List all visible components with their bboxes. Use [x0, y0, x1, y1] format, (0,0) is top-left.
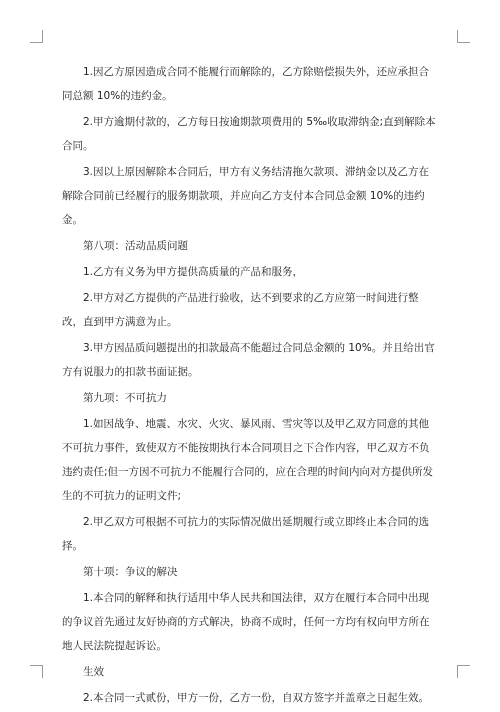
- clause-force-majeure-1: 1.如因战争、地震、水灾、火灾、暴风雨、雪灾等以及甲乙双方同意的其他不可抗力事件，致使双方不能按期执行本合同项目之下合作内容，甲乙双方不负违约责任;但一方因不可抗力不能履行合同的，应在合理的时间内向对方提供所发生的不可抗力的证明文件;: [62, 418, 434, 502]
- clause-penalty-3: 3.因以上原因解除本合同后，甲方有义务结清拖欠款项、滞纳金以及乙方在解除合同前已经履行的服务期款项，并应向乙方支付本合同总金额 10%的违约金。: [62, 166, 430, 226]
- crop-mark-bottom-right: [457, 665, 470, 678]
- clause-penalty-2: 2.甲方逾期付款的，乙方每日按逾期款项费用的 5‰收取滞纳金;直到解除本合同。: [62, 116, 436, 152]
- section-heading-10: 第十项：争议的解决: [83, 566, 178, 578]
- crop-mark-top-left: [30, 30, 43, 43]
- document-body: [62, 60, 438, 712]
- section-heading-effective: 生效: [83, 666, 104, 678]
- section-heading-9: 第九项：不可抗力: [83, 392, 167, 404]
- clause-dispute-1: 1.本合同的解释和执行适用中华人民共和国法律，双方在履行本合同中出现的争议首先通过友好协商的方式解决，协商不成时，任何一方均有权向甲方所在地人民法院提起诉讼。: [62, 592, 430, 652]
- clause-quality-3: 3.甲方因品质问题提出的扣款最高不能超过合同总金额的 10%。并且给出官方有说服力的扣款书面证据。: [62, 342, 435, 378]
- crop-mark-bottom-left: [30, 665, 43, 678]
- section-heading-8: 第八项：活动品质问题: [83, 240, 188, 252]
- clause-force-majeure-2: 2.甲乙双方可根据不可抗力的实际情况做出延期履行或立即终止本合同的选择。: [62, 516, 430, 552]
- clause-effective-2: 2.本合同一式贰份，甲方一份，乙方一份，自双方签字并盖章之日起生效。: [83, 692, 430, 704]
- clause-quality-1: 1.乙方有义务为甲方提供高质量的产品和服务，: [83, 266, 304, 278]
- clause-penalty-1: 1.因乙方原因造成合同不能履行而解除的，乙方除赔偿损失外，还应承担合同总额 10%的违约金。: [62, 66, 430, 102]
- clause-quality-2: 2.甲方对乙方提供的产品进行验收，达不到要求的乙方应第一时间进行整改，直到甲方满意为止。: [62, 292, 419, 328]
- crop-mark-top-right: [457, 30, 470, 43]
